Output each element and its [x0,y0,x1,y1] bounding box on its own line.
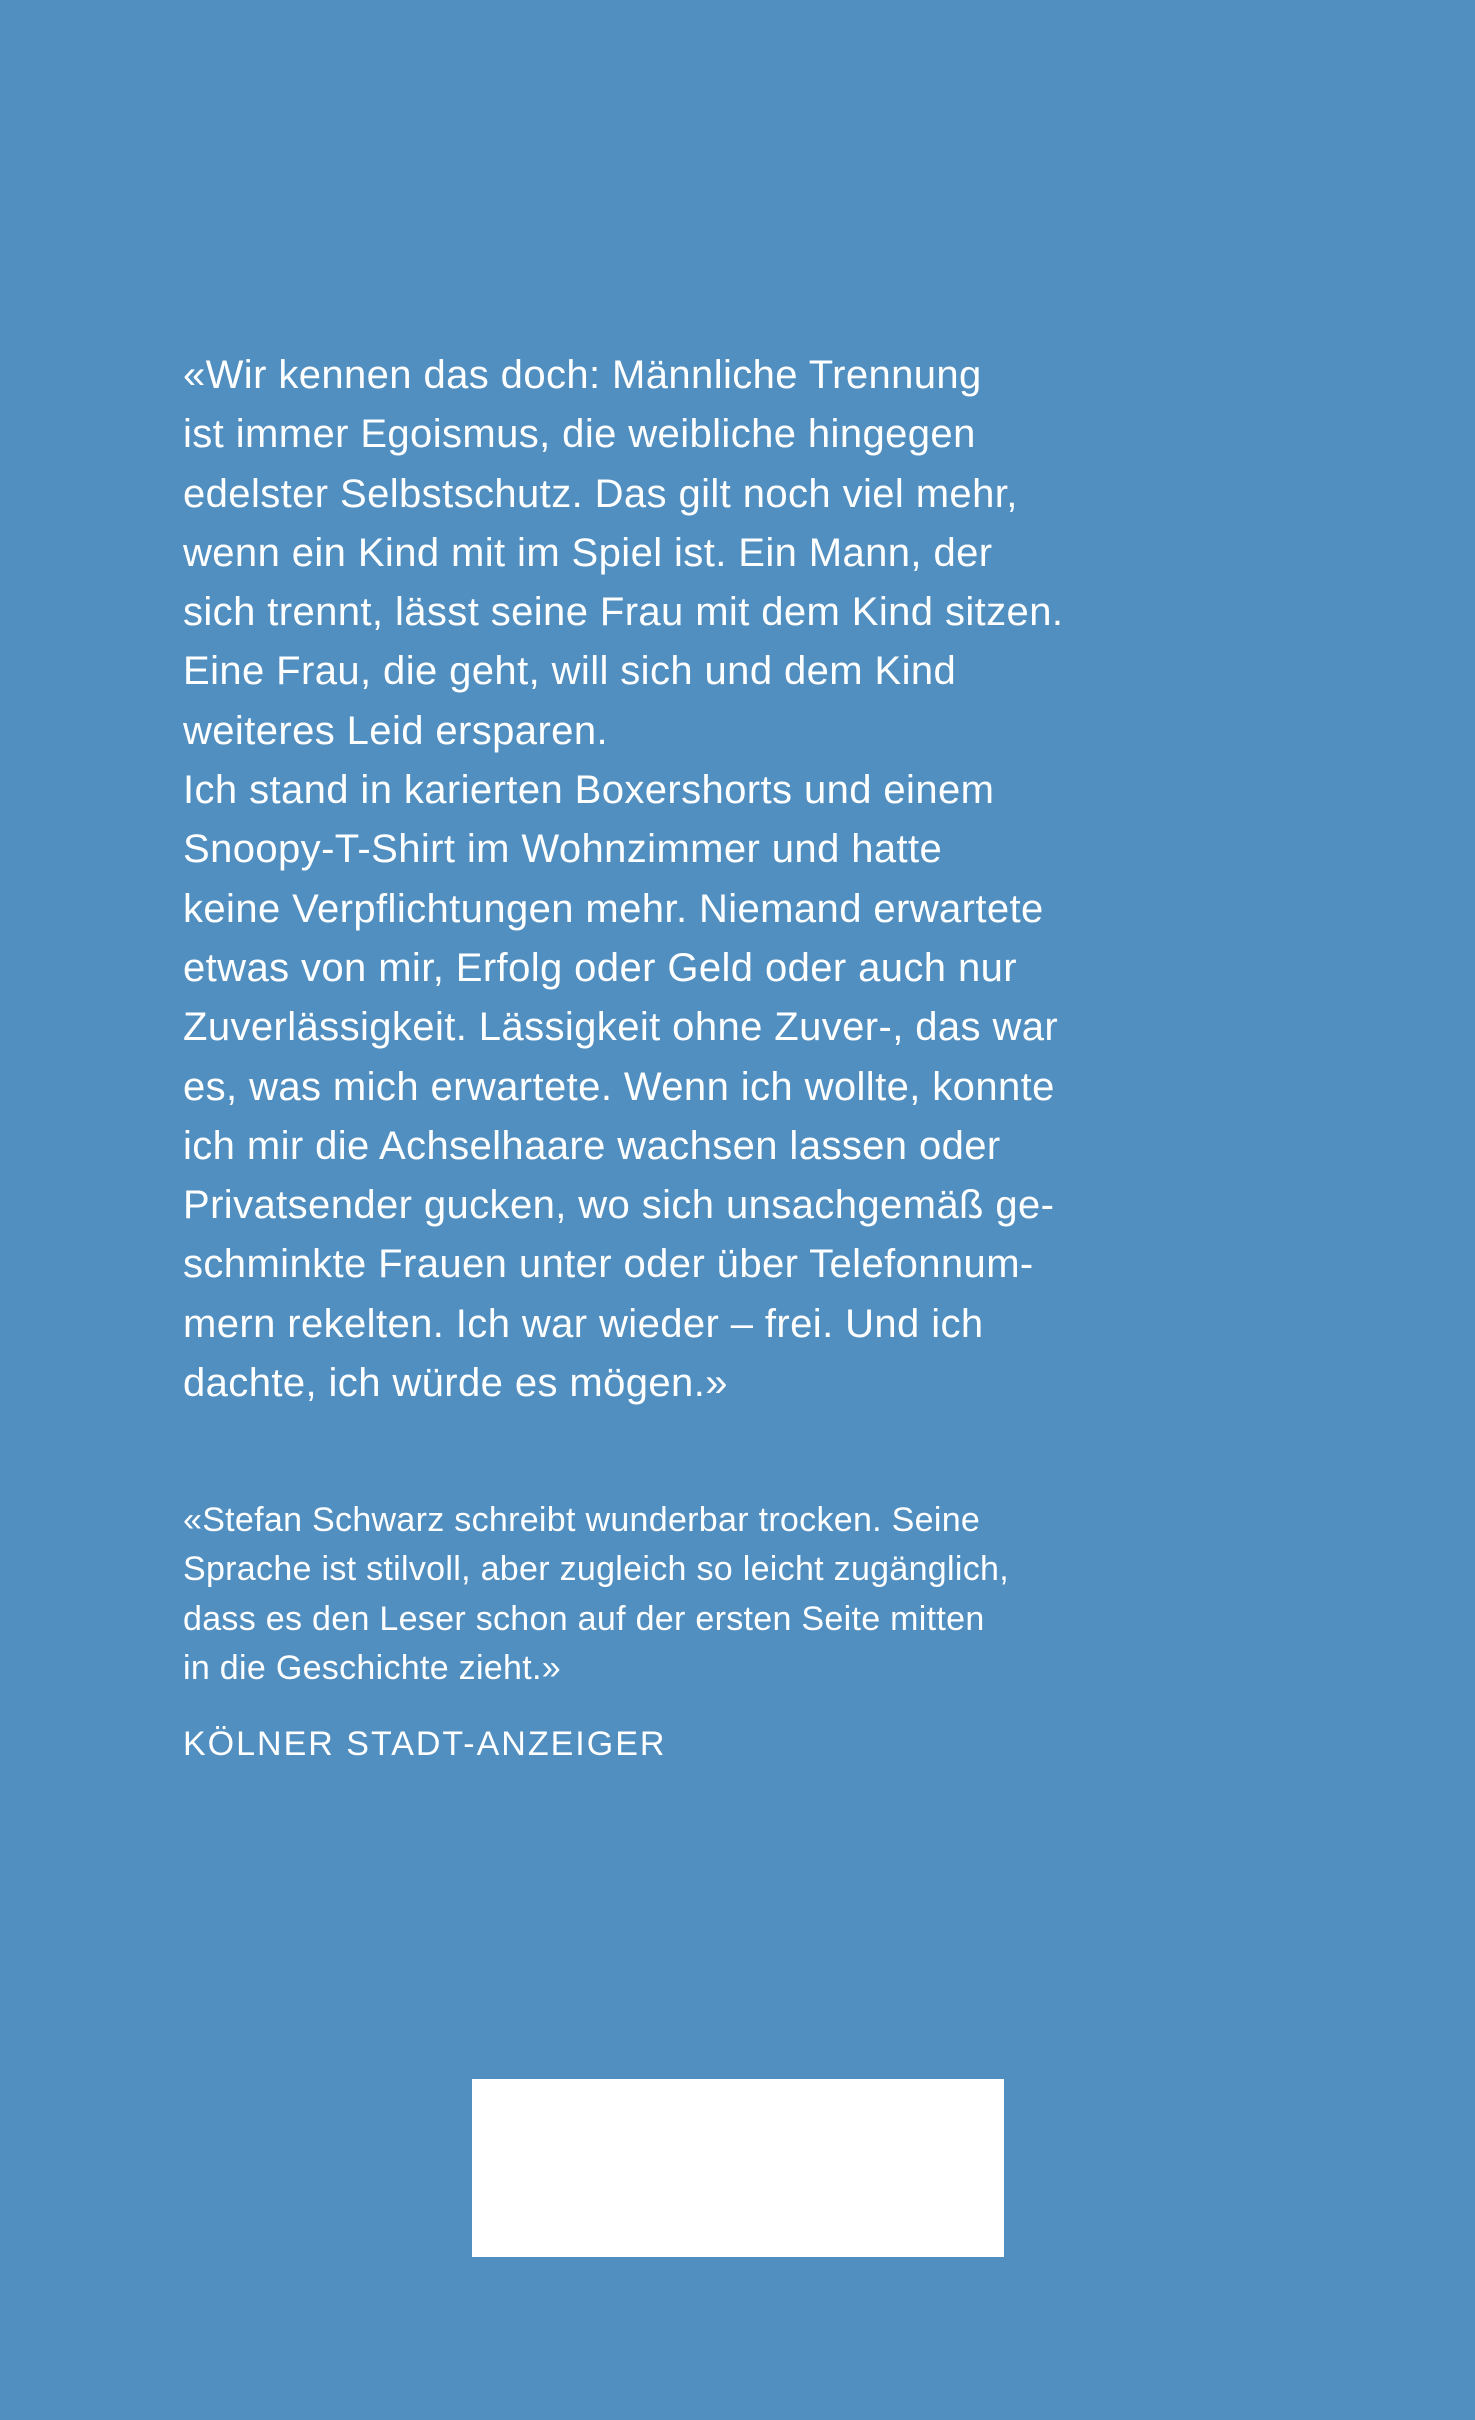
excerpt-line: Privatsender gucken, wo sich unsachgemäß ge- [183,1183,1055,1228]
excerpt-line: Eine Frau, die geht, will sich und dem Kind [183,649,957,694]
excerpt-line: schminkte Frauen unter oder über Telefonnum- [183,1242,1034,1287]
book-excerpt [183,346,1323,1413]
review-source: KÖLNER STADT-ANZEIGER [183,1725,667,1763]
excerpt-line: Ich stand in karierten Boxershorts und einem [183,768,995,813]
excerpt-line: ich mir die Achselhaare wachsen lassen oder [183,1123,1001,1168]
excerpt-line: dachte, ich würde es mögen.» [183,1361,728,1406]
excerpt-line: weiteres Leid ersparen. [183,708,608,753]
excerpt-line: «Wir kennen das doch: Männliche Trennung [183,353,982,397]
review-line: «Stefan Schwarz schreibt wunderbar trocken. Seine [183,1501,981,1539]
excerpt-line: sich trennt, lässt seine Frau mit dem Kind sitzen. [183,590,1064,635]
excerpt-line: Zuverlässigkeit. Lässigkeit ohne Zuver-, das war [183,1005,1059,1050]
review-line: in die Geschichte zieht.» [183,1648,561,1687]
excerpt-line: es, was mich erwartete. Wenn ich wollte, konnte [183,1064,1055,1109]
review-line: Sprache ist stilvoll, aber zugleich so leicht zugänglich, [183,1550,1009,1589]
excerpt-line: mern rekelten. Ich war wieder – frei. Und ich [183,1301,984,1346]
excerpt-line: keine Verpflichtungen mehr. Niemand erwartete [183,886,1044,931]
excerpt-line: etwas von mir, Erfolg oder Geld oder auch nur [183,945,1017,990]
barcode-placeholder [472,2079,1004,2257]
excerpt-line: wenn ein Kind mit im Spiel ist. Ein Mann, der [183,530,993,575]
press-review-quote [183,1496,1283,1693]
excerpt-line: ist immer Egoismus, die weibliche hingegen [183,412,976,457]
excerpt-line: Snoopy-T-Shirt im Wohnzimmer und hatte [183,827,943,872]
review-line: dass es den Leser schon auf der ersten Seite mitten [183,1599,985,1638]
excerpt-line: edelster Selbstschutz. Das gilt noch viel mehr, [183,471,1018,516]
